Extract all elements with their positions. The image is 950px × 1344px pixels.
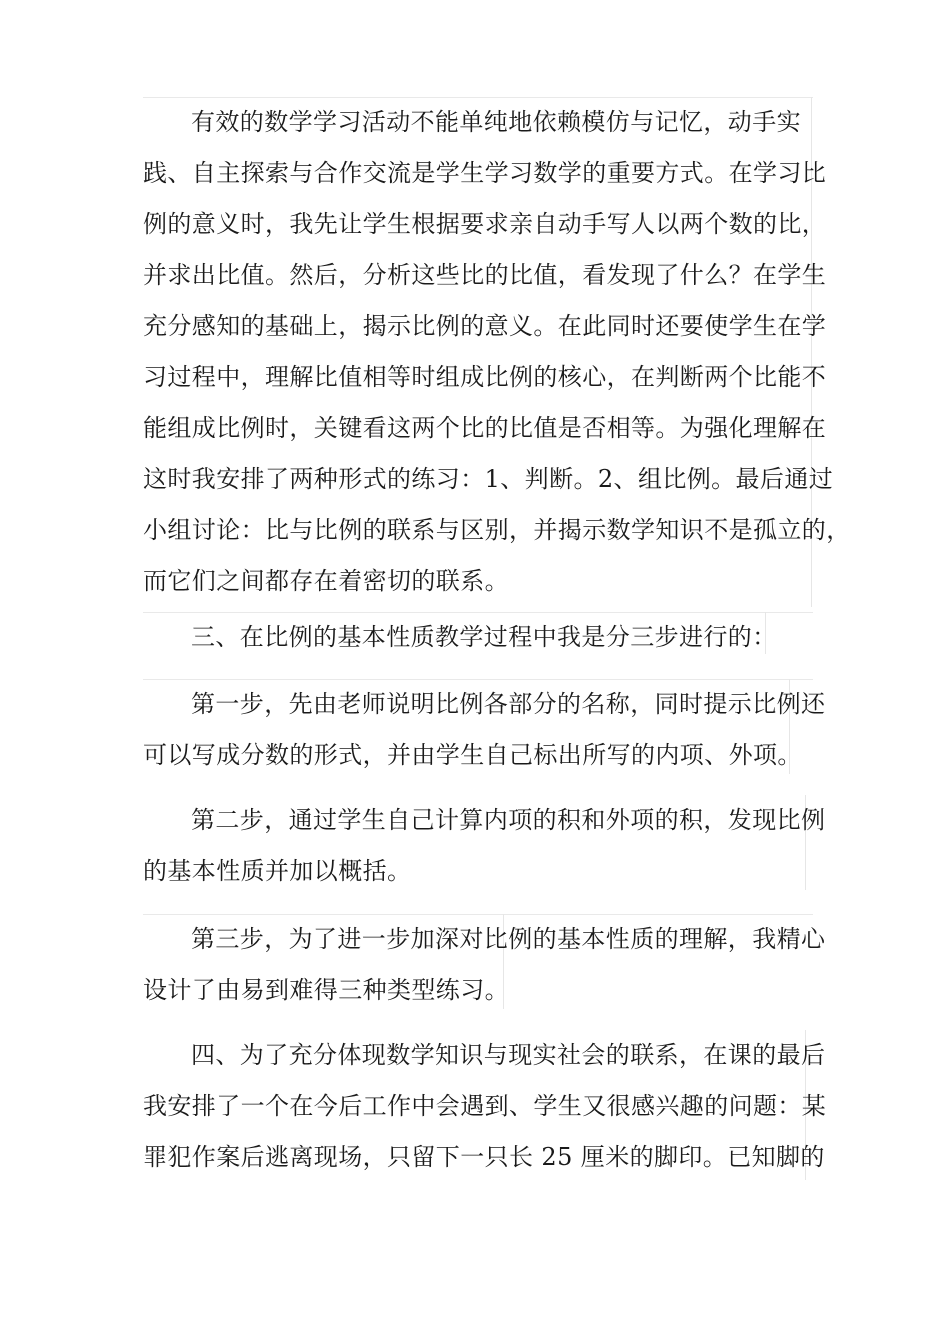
paragraph-line: 习过程中，理解比值相等时组成比例的核心，在判断两个比能不: [143, 363, 827, 391]
paragraph-line: 罪犯作案后逃离现场，只留下一只长 25 厘米的脚印。已知脚的: [143, 1143, 825, 1171]
paragraph-step-two: [143, 795, 826, 897]
paragraph-section-three-heading: [143, 612, 813, 663]
paragraph-line: 第一步，先由老师说明比例各部分的名称，同时提示比例还: [191, 690, 826, 718]
paragraph-line: 三、在比例的基本性质教学过程中我是分三步进行的：: [191, 623, 777, 651]
paragraph-line: 能组成比例时，关键看这两个比的比值是否相等。为强化理解在: [143, 414, 827, 442]
paragraph-line: 我安排了一个在今后工作中会遇到、学生又很感兴趣的问题：某: [143, 1092, 827, 1120]
paragraph-line: 充分感知的基础上，揭示比例的意义。在此同时还要使学生在学: [143, 312, 827, 340]
paragraph-line: 践、自主探索与合作交流是学生学习数学的重要方式。在学习比: [143, 159, 827, 187]
paragraph-line: 这时我安排了两种形式的练习：1、判断。2、组比例。最后通过: [143, 465, 834, 493]
paragraph-step-three: [143, 914, 826, 1016]
paragraph-line: 的基本性质并加以概括。: [143, 857, 412, 885]
paragraph-step-one: [143, 679, 826, 781]
paragraph-line: 四、为了充分体现数学知识与现实社会的联系，在课的最后: [191, 1041, 826, 1069]
paragraph-line: 第二步，通过学生自己计算内项的积和外项的积，发现比例: [191, 806, 826, 834]
paragraph-section-four: [143, 1030, 827, 1183]
paragraph-line: 并求出比值。然后，分析这些比的比值，看发现了什么？在学生: [143, 261, 827, 289]
paragraph-ratio-meaning: [143, 97, 851, 607]
paragraph-line: 设计了由易到难得三种类型练习。: [143, 976, 509, 1004]
paragraph-line: 例的意义时，我先让学生根据要求亲自动手写人以两个数的比，: [143, 210, 827, 238]
paragraph-line: 有效的数学学习活动不能单纯地依赖模仿与记忆，动手实: [191, 108, 801, 136]
paragraph-line: 小组讨论：比与比例的联系与区别，并揭示数学知识不是孤立的，: [143, 516, 851, 544]
paragraph-line: 第三步，为了进一步加深对比例的基本性质的理解，我精心: [191, 925, 826, 953]
paragraph-line: 可以写成分数的形式，并由学生自己标出所写的内项、外项。: [143, 741, 802, 769]
paragraph-line: 而它们之间都存在着密切的联系。: [143, 567, 509, 595]
